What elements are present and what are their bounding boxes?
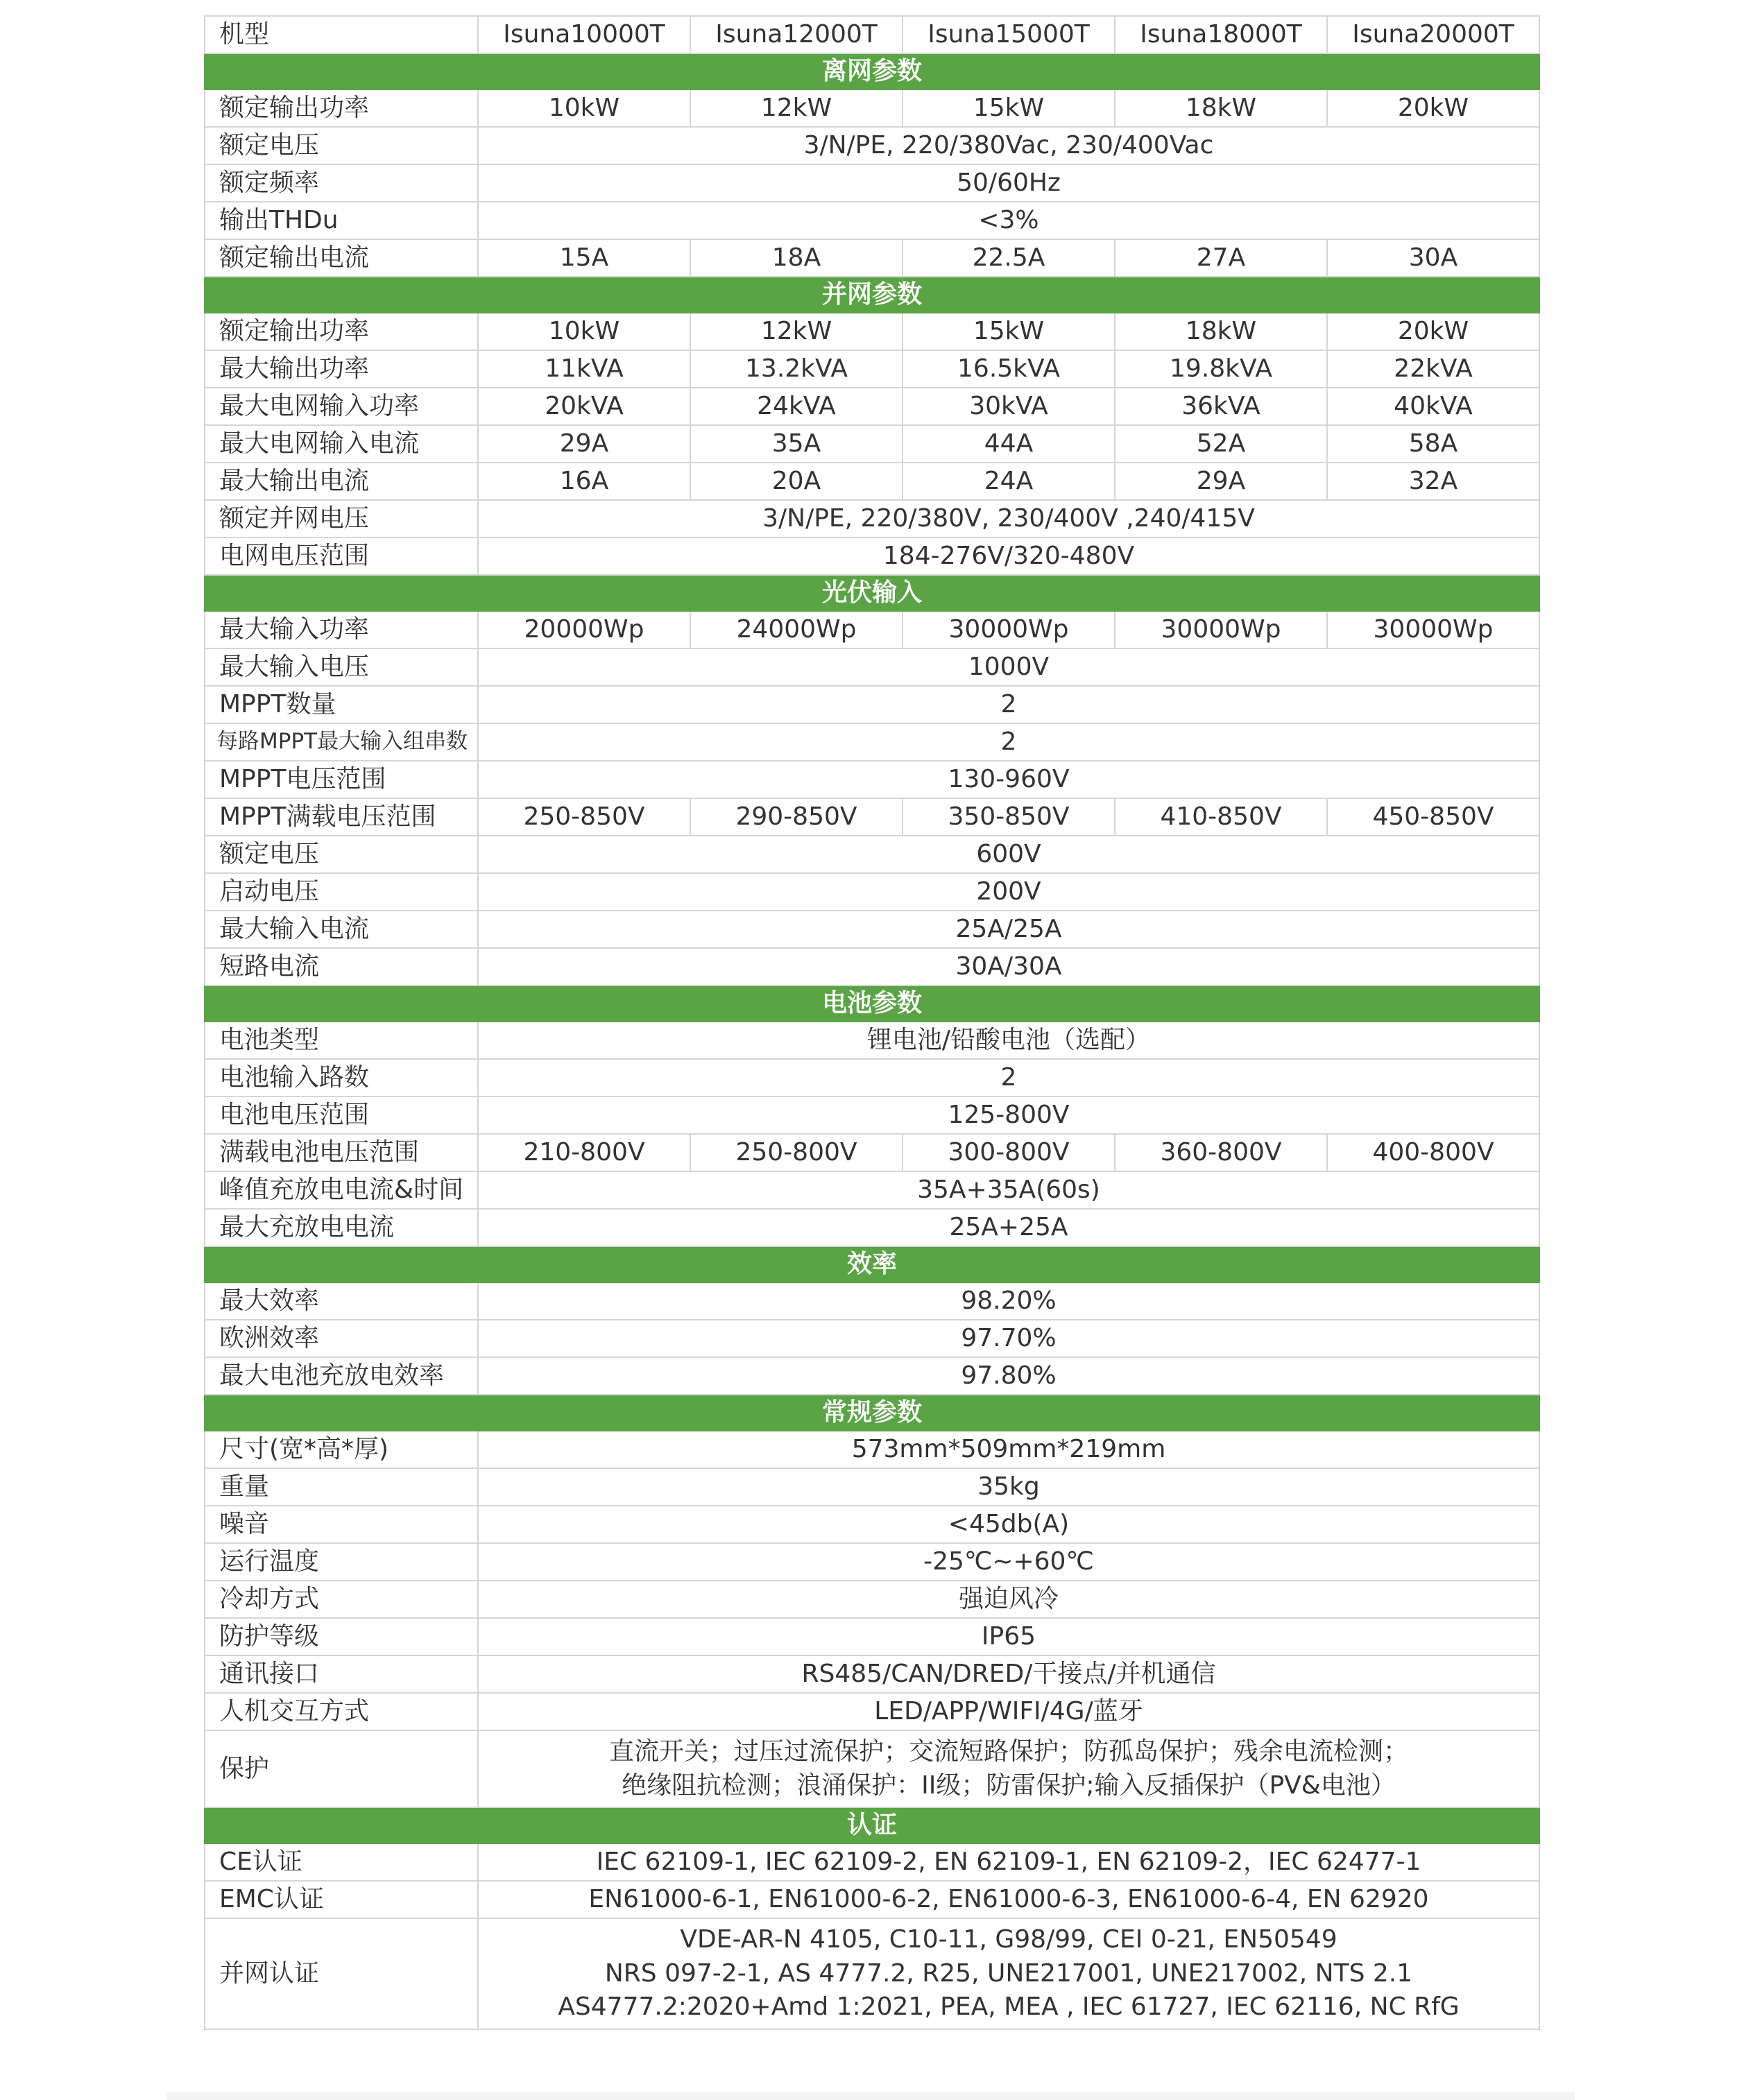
header-label: 机型 [205, 16, 478, 53]
spec-label: 人机交互方式 [205, 1693, 478, 1730]
spec-value: 35kg [478, 1468, 1539, 1506]
spec-value: 250-850V [478, 798, 690, 836]
spec-table [204, 15, 1540, 2030]
spec-label: MPPT电压范围 [205, 761, 478, 798]
spec-value: 300-800V [903, 1134, 1115, 1171]
spec-value: 50/60Hz [478, 164, 1539, 202]
spec-row [205, 1022, 1539, 1059]
spec-value: 11kVA [478, 350, 690, 388]
spec-value: 410-850V [1115, 798, 1327, 836]
spec-label: 电池输入路数 [205, 1059, 478, 1096]
spec-row [205, 1581, 1539, 1618]
spec-row [205, 202, 1539, 239]
cert-label: 并网认证 [205, 1918, 478, 2029]
spec-sheet [204, 15, 1539, 2030]
spec-row [205, 723, 1539, 761]
cert-value: EN61000-6-1, EN61000-6-2, EN61000-6-3, EN61000-6-4, EN 62920 [478, 1881, 1539, 1918]
spec-label: 额定电压 [205, 836, 478, 873]
spec-row [205, 388, 1539, 425]
spec-value: 22kVA [1327, 350, 1539, 388]
spec-label: 最大输入电压 [205, 648, 478, 686]
spec-label: 额定频率 [205, 164, 478, 202]
spec-label: 电池电压范围 [205, 1096, 478, 1134]
spec-label: 最大输出电流 [205, 463, 478, 500]
header-row [205, 16, 1539, 53]
spec-value: 15kW [903, 89, 1115, 127]
section-header-battery [205, 986, 1539, 1022]
spec-value: 20kVA [478, 388, 690, 425]
spec-row [205, 1282, 1539, 1320]
spec-value: 250-800V [690, 1134, 903, 1171]
spec-value: IP65 [478, 1618, 1539, 1655]
spec-value: 16A [478, 463, 690, 500]
spec-value: 98.20% [478, 1282, 1539, 1320]
spec-label: 尺寸(宽*高*厚) [205, 1431, 478, 1468]
section-title: 常规参数 [205, 1395, 1539, 1431]
spec-table-body [205, 16, 1539, 2029]
spec-label: 重量 [205, 1468, 478, 1506]
spec-value: 35A+35A(60s) [478, 1171, 1539, 1209]
spec-value: 29A [1115, 463, 1327, 500]
spec-value: 400-800V [1327, 1134, 1539, 1171]
spec-row-protection [205, 1730, 1539, 1807]
spec-value: 97.70% [478, 1320, 1539, 1357]
spec-value: 18A [690, 239, 903, 277]
spec-label: 运行温度 [205, 1543, 478, 1581]
model-name: Isuna20000T [1327, 16, 1539, 53]
spec-value: 20000Wp [478, 611, 690, 648]
spec-label: 最大充放电电流 [205, 1209, 478, 1246]
spec-value: 10kW [478, 313, 690, 350]
spec-value: 20kW [1327, 89, 1539, 127]
spec-value: 20kW [1327, 313, 1539, 350]
spec-value: 30000Wp [1115, 611, 1327, 648]
spec-value: 3/N/PE, 220/380V, 230/400V ,240/415V [478, 500, 1539, 537]
spec-label: 启动电压 [205, 873, 478, 911]
section-title: 认证 [205, 1807, 1539, 1843]
spec-value: 1000V [478, 648, 1539, 686]
spec-value: 125-800V [478, 1096, 1539, 1134]
spec-value: 18kW [1115, 313, 1327, 350]
grid-cert-line: NRS 097-2-1, AS 4777.2, R25, UNE217001, UNE217002, NTS 2.1 [604, 1959, 1413, 1988]
section-title: 光伏输入 [205, 575, 1539, 611]
spec-value: 32A [1327, 463, 1539, 500]
spec-value: 97.80% [478, 1357, 1539, 1395]
spec-value: 210-800V [478, 1134, 690, 1171]
spec-row [205, 1618, 1539, 1655]
spec-label: 最大效率 [205, 1282, 478, 1320]
spec-row [205, 1357, 1539, 1395]
spec-row [205, 648, 1539, 686]
spec-value: 600V [478, 836, 1539, 873]
spec-label: 防护等级 [205, 1618, 478, 1655]
spec-row [205, 873, 1539, 911]
spec-value: 450-850V [1327, 798, 1539, 836]
spec-row [205, 1431, 1539, 1468]
spec-label: 噪音 [205, 1506, 478, 1543]
spec-row [205, 1468, 1539, 1506]
spec-label: 短路电流 [205, 948, 478, 986]
section-title: 离网参数 [205, 53, 1539, 89]
protection-line: 直流开关；过压过流保护；交流短路保护；防孤岛保护；残余电流检测； [608, 1737, 1408, 1766]
spec-label: 最大输出功率 [205, 350, 478, 388]
spec-value: 30A [1327, 239, 1539, 277]
spec-label: 电池类型 [205, 1022, 478, 1059]
spec-value: 44A [903, 425, 1115, 463]
section-header-offgrid [205, 53, 1539, 89]
spec-value: 30A/30A [478, 948, 1539, 986]
spec-row [205, 1134, 1539, 1171]
spec-value: 2 [478, 723, 1539, 761]
model-name: Isuna12000T [690, 16, 903, 53]
spec-value: LED/APP/WIFI/4G/蓝牙 [478, 1693, 1539, 1730]
spec-row [205, 1171, 1539, 1209]
section-header-pv [205, 575, 1539, 611]
protection-value [478, 1730, 1539, 1807]
spec-value: 58A [1327, 425, 1539, 463]
grid-cert-value [478, 1918, 1539, 2029]
spec-value: 强迫风冷 [478, 1581, 1539, 1618]
spec-row [205, 425, 1539, 463]
spec-row [205, 686, 1539, 723]
spec-row [205, 1506, 1539, 1543]
spec-label: 额定并网电压 [205, 500, 478, 537]
section-header-efficiency [205, 1246, 1539, 1282]
spec-value: 12kW [690, 313, 903, 350]
spec-row [205, 313, 1539, 350]
spec-label: 满载电池电压范围 [205, 1134, 478, 1171]
spec-label: 最大输入功率 [205, 611, 478, 648]
spec-label: 最大输入电流 [205, 911, 478, 948]
spec-row [205, 798, 1539, 836]
spec-row [205, 761, 1539, 798]
section-title: 效率 [205, 1246, 1539, 1282]
spec-value: 30kVA [903, 388, 1115, 425]
spec-label: 每路MPPT最大输入组串数 [205, 723, 478, 761]
spec-row [205, 89, 1539, 127]
spec-value: 2 [478, 686, 1539, 723]
spec-row [205, 164, 1539, 202]
spec-value: 24A [903, 463, 1115, 500]
spec-value: 12kW [690, 89, 903, 127]
cert-row-grid [205, 1918, 1539, 2029]
spec-label: 输出THDu [205, 202, 478, 239]
spec-value: 573mm*509mm*219mm [478, 1431, 1539, 1468]
spec-label: 保护 [205, 1730, 478, 1807]
grid-cert-line: AS4777.2:2020+Amd 1:2021, PEA, MEA , IEC 61727, IEC 62116, NC RfG [558, 1993, 1460, 2022]
spec-value: 3/N/PE, 220/380Vac, 230/400Vac [478, 127, 1539, 164]
section-header-certification [205, 1807, 1539, 1843]
spec-value: 20A [690, 463, 903, 500]
spec-value: 27A [1115, 239, 1327, 277]
spec-value: <3% [478, 202, 1539, 239]
spec-value: 52A [1115, 425, 1327, 463]
spec-value: <45db(A) [478, 1506, 1539, 1543]
spec-label: 冷却方式 [205, 1581, 478, 1618]
spec-value: 15A [478, 239, 690, 277]
section-title: 电池参数 [205, 986, 1539, 1022]
spec-row [205, 1655, 1539, 1693]
spec-value: 22.5A [903, 239, 1115, 277]
spec-value: 25A/25A [478, 911, 1539, 948]
spec-row [205, 1209, 1539, 1246]
spec-value: 18kW [1115, 89, 1327, 127]
spec-value: 30000Wp [903, 611, 1115, 648]
page-bottom-divider [166, 2092, 1575, 2100]
spec-row [205, 239, 1539, 277]
spec-value: 35A [690, 425, 903, 463]
model-name: Isuna10000T [478, 16, 690, 53]
spec-value: 40kVA [1327, 388, 1539, 425]
cert-value: IEC 62109-1, IEC 62109-2, EN 62109-1, EN 62109-2，IEC 62477-1 [478, 1843, 1539, 1881]
spec-row [205, 948, 1539, 986]
spec-row [205, 127, 1539, 164]
spec-label: 欧洲效率 [205, 1320, 478, 1357]
spec-value: RS485/CAN/DRED/干接点/并机通信 [478, 1655, 1539, 1693]
spec-row [205, 1320, 1539, 1357]
spec-row [205, 500, 1539, 537]
spec-label: 峰值充放电电流&时间 [205, 1171, 478, 1209]
spec-value: 10kW [478, 89, 690, 127]
cert-row-ce [205, 1843, 1539, 1881]
spec-value: 16.5kVA [903, 350, 1115, 388]
spec-value: 36kVA [1115, 388, 1327, 425]
spec-label: 额定输出功率 [205, 89, 478, 127]
cert-row-emc [205, 1881, 1539, 1918]
spec-row [205, 1543, 1539, 1581]
spec-value: 24kVA [690, 388, 903, 425]
spec-value: 30000Wp [1327, 611, 1539, 648]
section-title: 并网参数 [205, 277, 1539, 313]
spec-label: 额定输出电流 [205, 239, 478, 277]
spec-label: 额定输出功率 [205, 313, 478, 350]
spec-value: 13.2kVA [690, 350, 903, 388]
spec-value: 25A+25A [478, 1209, 1539, 1246]
spec-label: 最大电网输入功率 [205, 388, 478, 425]
spec-label: 额定电压 [205, 127, 478, 164]
cert-label: CE认证 [205, 1843, 478, 1881]
spec-value: 184-276V/320-480V [478, 537, 1539, 575]
spec-value: 29A [478, 425, 690, 463]
spec-value: 15kW [903, 313, 1115, 350]
spec-row [205, 911, 1539, 948]
grid-cert-line: VDE-AR-N 4105, C10-11, G98/99, CEI 0-21, EN50549 [680, 1925, 1337, 1954]
spec-value: 24000Wp [690, 611, 903, 648]
spec-value: 2 [478, 1059, 1539, 1096]
spec-label: 电网电压范围 [205, 537, 478, 575]
cert-label: EMC认证 [205, 1881, 478, 1918]
spec-value: 200V [478, 873, 1539, 911]
spec-value: 360-800V [1115, 1134, 1327, 1171]
spec-row [205, 463, 1539, 500]
spec-row [205, 1693, 1539, 1730]
model-name: Isuna18000T [1115, 16, 1327, 53]
spec-row [205, 350, 1539, 388]
spec-row [205, 537, 1539, 575]
spec-row [205, 1059, 1539, 1096]
spec-row [205, 1096, 1539, 1134]
spec-value: 130-960V [478, 761, 1539, 798]
spec-label: 最大电池充放电效率 [205, 1357, 478, 1395]
spec-label: MPPT数量 [205, 686, 478, 723]
protection-line: 绝缘阻抗检测；浪涌保护：II级；防雷保护;输入反插保护（PV&电池） [622, 1771, 1396, 1800]
spec-label: 最大电网输入电流 [205, 425, 478, 463]
spec-value: 290-850V [690, 798, 903, 836]
spec-value: 19.8kVA [1115, 350, 1327, 388]
spec-value: 350-850V [903, 798, 1115, 836]
spec-row [205, 836, 1539, 873]
section-header-ongrid [205, 277, 1539, 313]
spec-label: 通讯接口 [205, 1655, 478, 1693]
spec-value: 锂电池/铅酸电池（选配） [478, 1022, 1539, 1059]
spec-label: MPPT满载电压范围 [205, 798, 478, 836]
section-header-general [205, 1395, 1539, 1431]
spec-value: -25℃~+60℃ [478, 1543, 1539, 1581]
model-name: Isuna15000T [903, 16, 1115, 53]
spec-row [205, 611, 1539, 648]
